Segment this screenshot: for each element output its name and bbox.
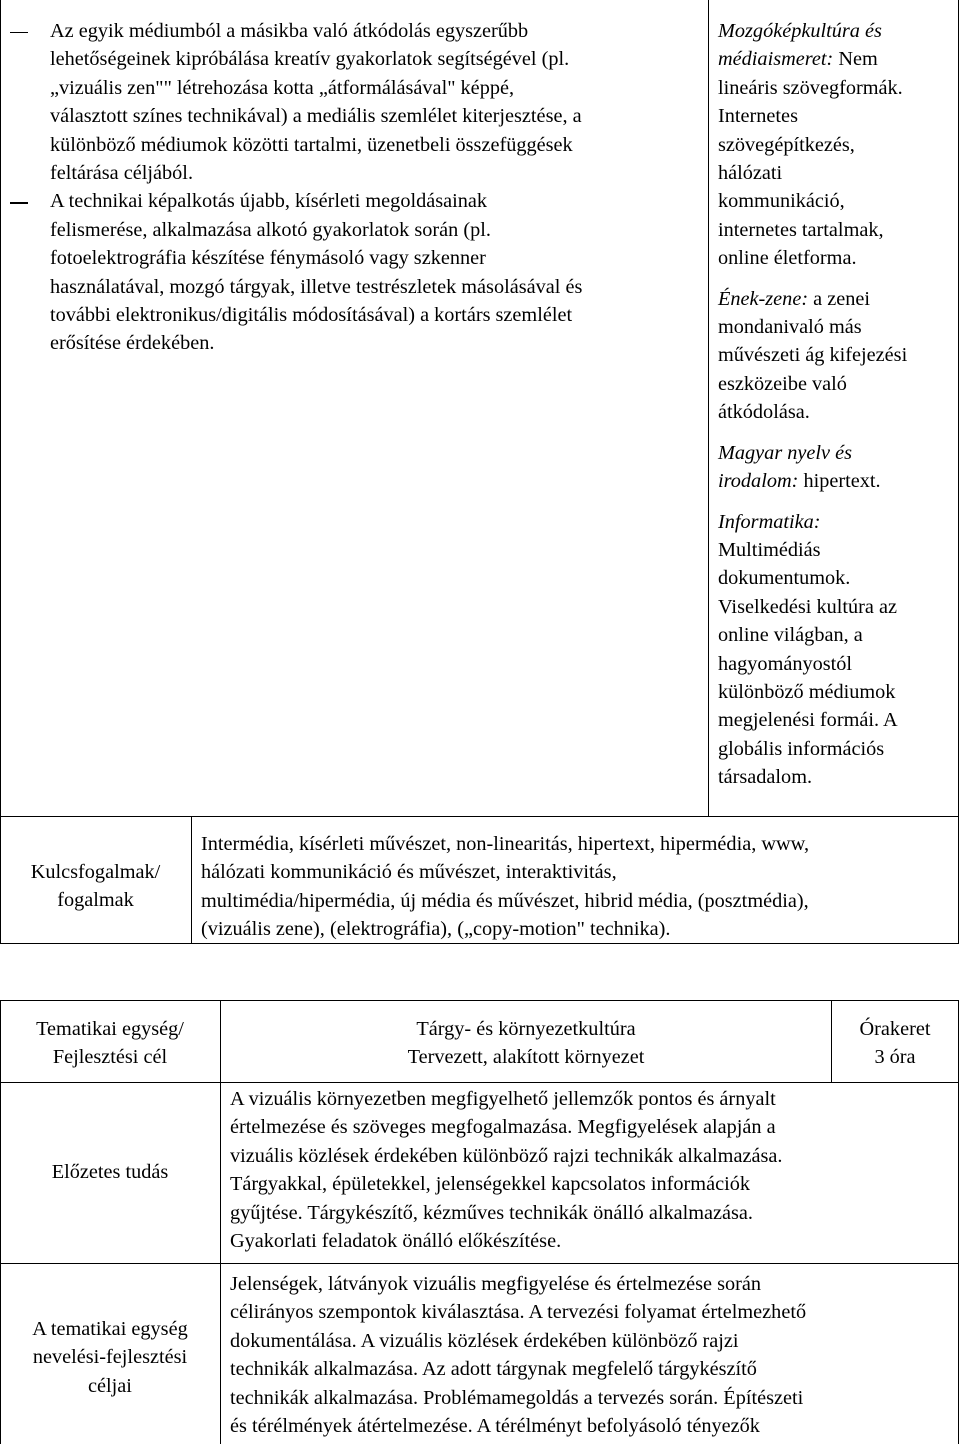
keywords-col-divider [191, 816, 192, 944]
prior-knowledge-text [230, 1085, 955, 1255]
subject-label: Ének-zene: [718, 287, 809, 310]
text-line: Multimédiás [718, 538, 821, 561]
dash-bullet [10, 32, 28, 33]
label-line: Tematikai egység/ [36, 1018, 184, 1040]
text-line: online életforma. [718, 247, 857, 270]
label-line: céljai [88, 1374, 132, 1397]
text-line: kommunikáció, [718, 190, 845, 213]
subject-label: Mozgóképkultúra és [718, 20, 882, 42]
text-line: és térélmények átértelmezése. A térélményt befolyásoló tényezők [230, 1415, 760, 1438]
hours-value: 3 óra [874, 1046, 916, 1069]
text-line: társadalom. [718, 766, 813, 789]
text-line: vizuális közlések érdekében különböző rajzi technikák alkalmazása. [230, 1144, 783, 1167]
subject-label: Informatika: [718, 510, 821, 533]
subject-label: Magyar nyelv és [718, 441, 853, 464]
text-line: szövegépítkezés, [718, 133, 855, 156]
label-line: nevelési-fejlesztési [32, 1346, 188, 1369]
text-span: a zenei [808, 287, 871, 310]
bottom-table-top-border [0, 1000, 959, 1001]
text-line: gyűjtése. Tárgykészítő, kézműves technikák önálló alkalmazása. [230, 1201, 754, 1224]
text-line: különböző médiumok közötti tartalmi, üzenetbeli összefüggések [50, 133, 573, 156]
label-line: fogalmak [57, 889, 134, 912]
text-line: további elektronikus/digitális módosításával) a kortárs szemlélet [50, 304, 573, 327]
bottom-table-row-divider [0, 1263, 959, 1264]
connection-magyar [718, 439, 956, 496]
subject-label: médiaismeret: [718, 48, 834, 71]
prior-knowledge-label [0, 1158, 220, 1186]
text-line: Gyakorlati feladatok önálló előkészítése. [230, 1230, 562, 1253]
label-line: A tematikai egység [32, 1318, 188, 1340]
text-line: művészeti ág kifejezési [718, 344, 908, 367]
text-line: hálózati [718, 162, 783, 185]
connection-mozgokep [718, 17, 956, 273]
label-line: Kulcsfogalmak/ [30, 861, 161, 883]
development-goals-cell [0, 17, 706, 358]
title-line: Tervezett, alakított környezet [407, 1046, 645, 1069]
top-table-right-border [958, 0, 959, 944]
text-line: célirányos szempontok kiválasztása. A tervezési folyamat értelmezhető [230, 1301, 807, 1324]
text-line: mondanivaló más [718, 316, 862, 339]
text-line: internetes tartalmak, [718, 218, 884, 241]
text-line: különböző médiumok [718, 680, 896, 703]
text-line: (vizuális zene), (elektrográfia), („copy-motion" technika). [201, 918, 671, 941]
text-line: megjelenési formái. A [718, 709, 898, 732]
text-line: globális információs [718, 737, 885, 760]
label-line: Fejlesztési cél [52, 1046, 168, 1069]
text-line: lineáris szövegformák. [718, 76, 903, 99]
unit-title [221, 1015, 831, 1072]
bottom-table-right-border [958, 1000, 959, 1444]
text-line: online világban, a [718, 624, 863, 647]
text-line: felismerése, alkalmazása alkotó gyakorlatok során (pl. [50, 218, 491, 241]
text-line: feltárása céljából. [50, 162, 194, 185]
bullet-item [0, 17, 706, 187]
text-line: értelmezése és szöveges megfogalmazása. Megfigyelések alapján a [230, 1116, 776, 1139]
title-line: Tárgy- és környezetkultúra [416, 1018, 636, 1040]
text-line: Viselkedési kultúra az [718, 595, 897, 618]
connections-cell [718, 17, 956, 792]
text-line: A vizuális környezetben megfigyelhető jellemzők pontos és árnyalt [230, 1088, 776, 1110]
bottom-table-header-divider [0, 1082, 959, 1083]
text-line: Internetes [718, 105, 798, 128]
text-line: Az egyik médiumból a másikba való átkódolás egyszerűbb [50, 20, 529, 42]
top-table-row-divider [0, 816, 959, 817]
bullet-item [0, 187, 706, 357]
dash-bullet [10, 202, 28, 203]
text-line: fotoelektrográfia készítése fénymásoló vagy szkenner [50, 247, 486, 270]
text-line: használatával, mozgó tárgyak, illetve testrészletek másolásával és [50, 275, 583, 298]
text-line: Intermédia, kísérleti művészet, non-linearitás, hipertext, hipermédia, www, [201, 833, 810, 855]
text-line: erősítése érdekében. [50, 332, 215, 355]
keywords-text [201, 830, 956, 944]
text-line: választott színes technikával) a mediális szemlélet kiterjesztése, a [50, 105, 582, 128]
text-line: technikák alkalmazása. Problémamegoldás a tervezés során. Építészeti [230, 1386, 804, 1409]
text-line: Tárgyakkal, épületekkel, jelenségekkel kapcsolatos információk [230, 1173, 750, 1196]
unit-header-label [0, 1015, 220, 1072]
text-line: hálózati kommunikáció és művészet, interaktivitás, [201, 861, 617, 884]
hours-cell [832, 1015, 958, 1072]
text-line: A technikai képalkotás újabb, kísérleti megoldásainak [50, 190, 488, 213]
text-span: hipertext. [798, 470, 881, 493]
text-line: dokumentumok. [718, 567, 851, 590]
connection-informatika [718, 508, 956, 792]
goals-label [0, 1315, 220, 1400]
goals-text [230, 1270, 955, 1440]
top-table-col-divider [708, 0, 709, 816]
subject-label: irodalom: [718, 470, 799, 493]
text-span: Nem [833, 48, 878, 71]
text-line: lehetőségeinek kipróbálása kreatív gyakorlatok segítségével (pl. [50, 48, 570, 71]
text-line: „vizuális zen"" létrehozása kotta „átformálásával" képpé, [50, 76, 515, 99]
label-line: Előzetes tudás [51, 1161, 169, 1183]
text-line: hagyományostól [718, 652, 853, 675]
text-line: Jelenségek, látványok vizuális megfigyelése és értelmezése során [230, 1273, 762, 1295]
text-line: dokumentálása. A vizuális közlések érdekében különböző rajzi [230, 1329, 739, 1352]
text-line: eszközeibe való [718, 372, 847, 395]
text-line: technikák alkalmazása. Az adott tárgynak megfelelő tárgykészítő [230, 1358, 757, 1381]
keywords-label [0, 858, 191, 915]
connection-enek-zene [718, 285, 956, 427]
hours-label: Órakeret [859, 1018, 931, 1040]
text-line: multimédia/hipermédia, új média és művészet, hibrid média, (posztmédia), [201, 889, 809, 912]
text-line: átkódolása. [718, 401, 810, 424]
